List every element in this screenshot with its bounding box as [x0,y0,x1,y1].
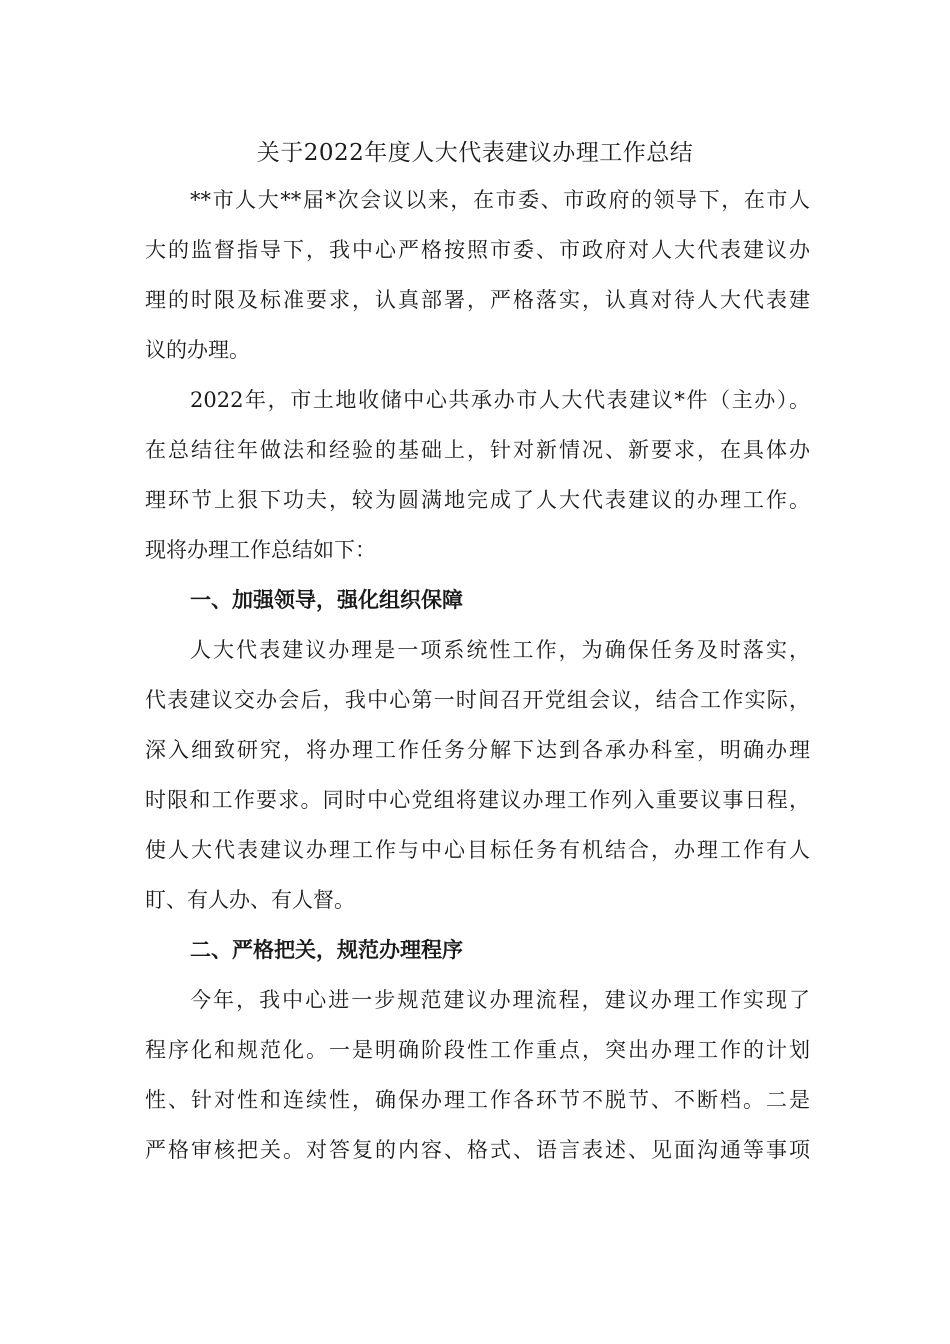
paragraph-line: 程序化和规范化。一是明确阶段性工作重点，突出办理工作的计划 [145,1038,810,1062]
paragraph-line: 现将办理工作总结如下： [145,538,376,562]
section-heading-1: 一、加强领导，强化组织保障 [190,587,463,612]
paragraph-line: 议的办理。 [145,338,250,362]
paragraph-line: 在总结往年做法和经验的基础上，针对新情况、新要求，在具体办 [145,438,810,462]
paragraph-line: 人大代表建议办理是一项系统性工作，为确保任务及时落实， [190,638,810,662]
paragraph-line: 盯、有人办、有人督。 [145,888,355,912]
paragraph-line: 深入细致研究，将办理工作任务分解下达到各承办科室，明确办理 [145,738,810,762]
paragraph-line: **市人大**届*次会议以来，在市委、市政府的领导下，在市人 [190,188,810,212]
paragraph-line: 性、针对性和连续性，确保办理工作各环节不脱节、不断档。二是 [145,1088,810,1112]
paragraph-line: 理环节上狠下功夫，较为圆满地完成了人大代表建议的办理工作。 [145,488,810,512]
paragraph-line: 今年，我中心进一步规范建议办理流程，建议办理工作实现了 [190,988,810,1012]
document-title: 关于2022年度人大代表建议办理工作总结 [256,140,694,166]
paragraph-line: 大的监督指导下，我中心严格按照市委、市政府对人大代表建议办 [145,238,810,262]
section-heading-2: 二、严格把关，规范办理程序 [190,937,463,962]
paragraph-line: 使人大代表建议办理工作与中心目标任务有机结合，办理工作有人 [145,838,810,862]
paragraph-line: 代表建议交办会后，我中心第一时间召开党组会议，结合工作实际， [145,688,810,712]
paragraph-line: 理的时限及标准要求，认真部署，严格落实，认真对待人大代表建 [145,288,810,312]
paragraph-line: 2022年，市土地收储中心共承办市人大代表建议*件（主办）。 [190,388,810,412]
paragraph-line: 时限和工作要求。同时中心党组将建议办理工作列入重要议事日程， [145,788,810,812]
paragraph-line: 严格审核把关。对答复的内容、格式、语言表述、见面沟通等事项 [145,1138,810,1162]
